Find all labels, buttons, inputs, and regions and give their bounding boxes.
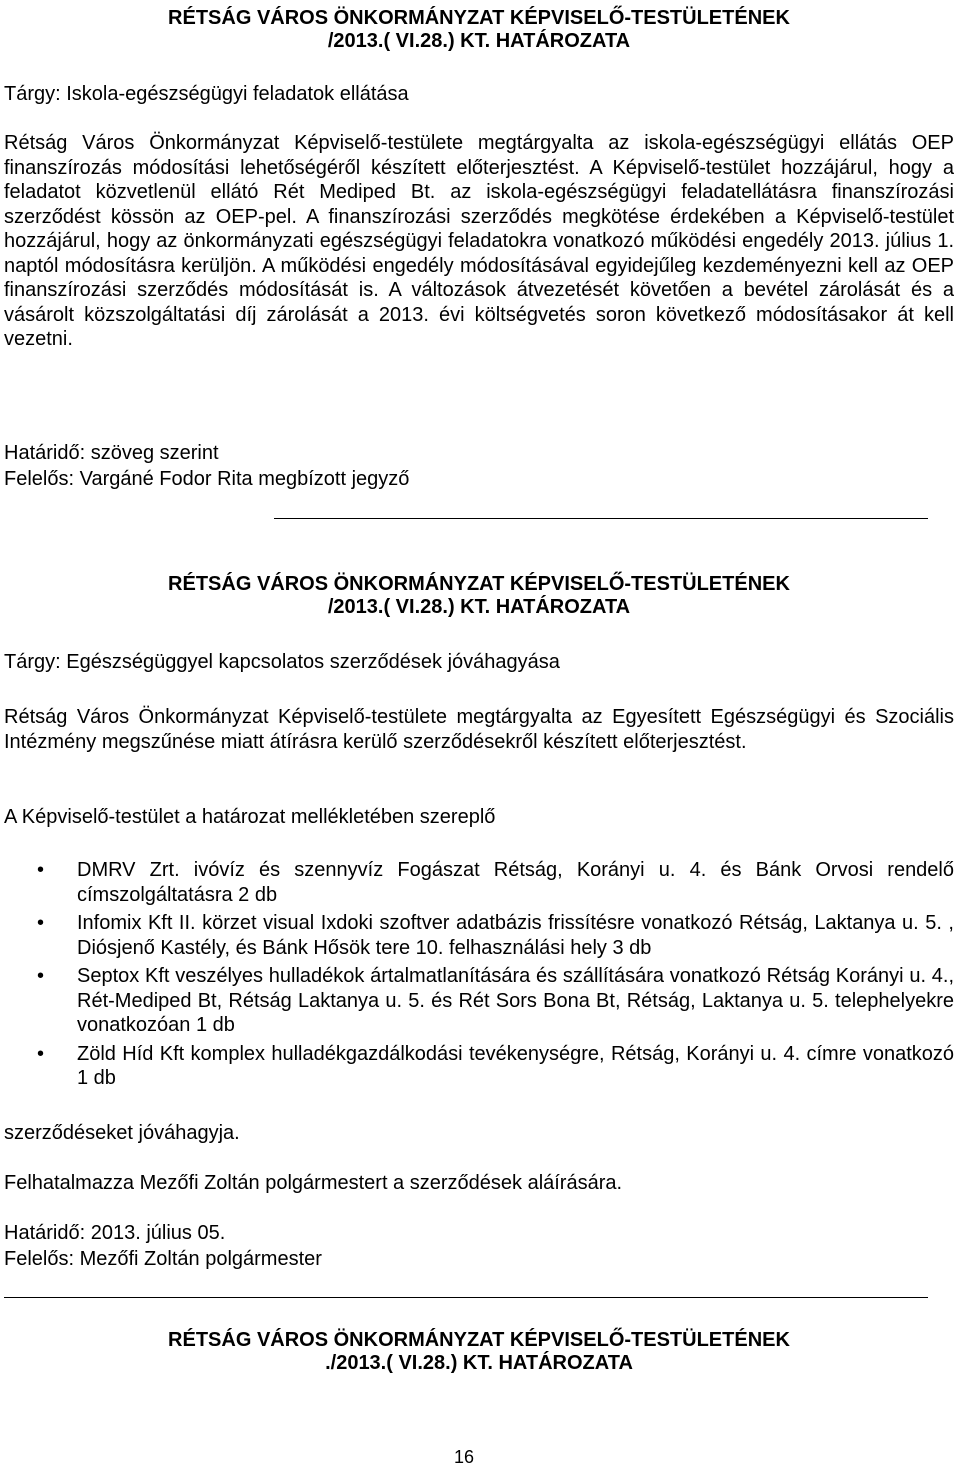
bullet-icon: •	[37, 912, 45, 934]
subject-line-1: Tárgy: Iskola-egészségügyi feladatok ellátása	[4, 83, 409, 105]
list-item-text: DMRV Zrt. ivóvíz és szennyvíz Fogászat Rétság, Korányi u. 4. és Bánk Orvosi rendelő címszolgáltatásra 2 db	[77, 859, 954, 906]
heading-line-2: ./2013.( VI.28.) KT. HATÁROZATA	[325, 1352, 633, 1374]
list-item	[4, 858, 954, 907]
list-item-text: Zöld Híd Kft komplex hulladékgazdálkodási tevékenységre, Rétság, Korányi u. 4. címre vonatkozó 1 db	[77, 1042, 954, 1089]
heading-line-2: /2013.( VI.28.) KT. HATÁROZATA	[327, 30, 631, 52]
heading-line-2: /2013.( VI.28.) KT. HATÁROZATA	[327, 596, 631, 618]
deadline-1: Határidő: szöveg szerint	[4, 442, 219, 464]
authorization-line: Felhatalmazza Mezőfi Zoltán polgármestert a szerződések aláírására.	[4, 1172, 623, 1194]
bullet-icon: •	[37, 965, 45, 987]
separator-rule-2	[4, 1297, 928, 1298]
resolution-heading-1	[4, 7, 954, 53]
list-item	[4, 911, 954, 960]
list-item-text: Septox Kft veszélyes hulladékok ártalmatlanítására és szállítására vonatkozó Rétság Korányi u. 4., Rét-Mediped Bt, Rétság Laktanya u. 5. és Rét Sors Bona Bt, Rétság, Laktanya u. 5. telephelyekre vonatkozóan 1 db	[77, 965, 954, 1036]
responsible-1: Felelős: Vargáné Fodor Rita megbízott jegyző	[4, 468, 410, 490]
heading-line-1: RÉTSÁG VÁROS ÖNKORMÁNYZAT KÉPVISELŐ-TESTÜLETÉNEK	[168, 573, 790, 595]
resolution-body-1: Rétság Város Önkormányzat Képviselő-testülete megtárgyalta az iskola-egészségügyi ellátás OEP finanszírozás módosítási lehetőségéről készített előterjesztést. A Képviselő-testület hozzájárul, hogy a feladatot közvetlenül ellátó Rét Mediped Bt. az iskola-egészségügyi feladatellátásra finanszírozási szerződést kössön az OEP-pel. A finanszírozási szerződés megkötése érdekében a Képviselő-testület hozzájárul, hogy az önkormányzati egészségügyi feladatokra vonatkozó működési engedély 2013. július 1. naptól módosításra kerüljön. A működési engedély módosításával egyidejűleg kezdeményezni kell az OEP finanszírozási szerződés módosítását is. A változások átvezetését követően a bevétel zárolását és a vásárolt közszolgáltatási díj zárolását a 2013. évi költségvetés soron következő módosításakor át kell vezetni.	[4, 132, 954, 350]
subject-line-2: Tárgy: Egészségüggyel kapcsolatos szerződések jóváhagyása	[4, 651, 560, 673]
list-item-text: Infomix Kft II. körzet visual Ixdoki szoftver adatbázis frissítésre vonatkozó Rétság, Laktanya u. 5. , Diósjenő Kastély, és Bánk Hősök tere 10. felhasználási hely 3 db	[77, 912, 954, 959]
list-item	[4, 1042, 954, 1091]
resolution-heading-3	[4, 1329, 954, 1375]
bullet-icon: •	[37, 859, 45, 881]
heading-line-1: RÉTSÁG VÁROS ÖNKORMÁNYZAT KÉPVISELŐ-TESTÜLETÉNEK	[168, 1329, 790, 1351]
page-number: 16	[453, 1447, 475, 1467]
bullet-icon: •	[37, 1042, 45, 1065]
resolution-body-2: Rétság Város Önkormányzat Képviselő-testülete megtárgyalta az Egyesített Egészségügyi és Szociális Intézmény megszűnése miatt átírásra kerülő szerződésekről készített előterjesztést.	[4, 706, 954, 753]
separator-rule-1	[274, 518, 928, 519]
list-item	[4, 964, 954, 1038]
approval-line: szerződéseket jóváhagyja.	[4, 1122, 240, 1144]
deadline-2: Határidő: 2013. július 05.	[4, 1222, 226, 1244]
intro-line: A Képviselő-testület a határozat mellékletében szereplő	[4, 806, 496, 828]
contract-list	[4, 858, 954, 1095]
heading-line-1: RÉTSÁG VÁROS ÖNKORMÁNYZAT KÉPVISELŐ-TESTÜLETÉNEK	[168, 7, 790, 29]
responsible-2: Felelős: Mezőfi Zoltán polgármester	[4, 1248, 322, 1270]
resolution-heading-2	[4, 573, 954, 619]
